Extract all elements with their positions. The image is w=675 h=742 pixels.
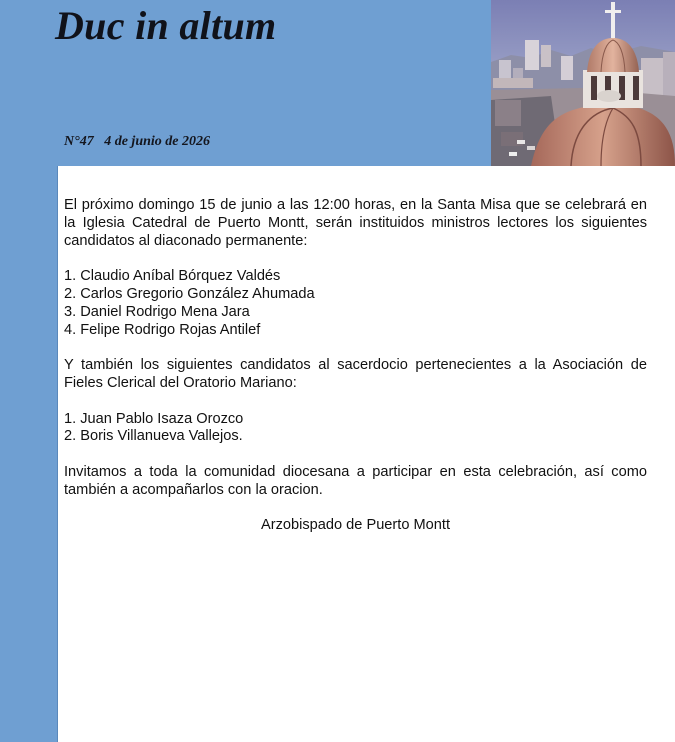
intro-paragraph: El próximo domingo 15 de junio a las 12:00 horas, en la Santa Misa que se celebrará en la Iglesia Catedral de Puerto Montt, serán instituidos ministros lectores los siguientes candidatos al diaconado permanente: [64,197,647,249]
newsletter-header [0,0,491,166]
issue-number: N°47 [64,134,94,149]
list-item: 4. Felipe Rodrigo Rojas Antilef [64,321,261,338]
issue-date: 4 de junio de 2026 [104,134,210,149]
list-item: 1. Juan Pablo Isaza Orozco [64,410,244,427]
deacon-candidates-list [64,268,647,339]
invitation-paragraph: Invitamos a toda la comunidad diocesana a participar en esta celebración, así como también a acompañarlos con la oracion. [64,463,647,498]
priest-candidates-list [64,411,647,447]
article-body [64,197,647,535]
list-item: 1. Claudio Aníbal Bórquez Valdés [64,268,281,285]
second-paragraph: Y también los siguientes candidatos al sacerdocio pertenecientes a la Asociación de Fieles Clerical del Oratorio Mariano: [64,357,647,391]
list-item: 3. Daniel Rodrigo Mena Jara [64,303,250,320]
list-item: 2. Boris Villanueva Vallejos. [64,428,243,445]
issue-line [64,134,210,150]
newsletter-title: Duc in altum [55,3,277,48]
list-item: 2. Carlos Gregorio González Ahumada [64,285,315,302]
cathedral-dome-photo [491,0,675,166]
signature: Arzobispado de Puerto Montt [260,517,451,534]
